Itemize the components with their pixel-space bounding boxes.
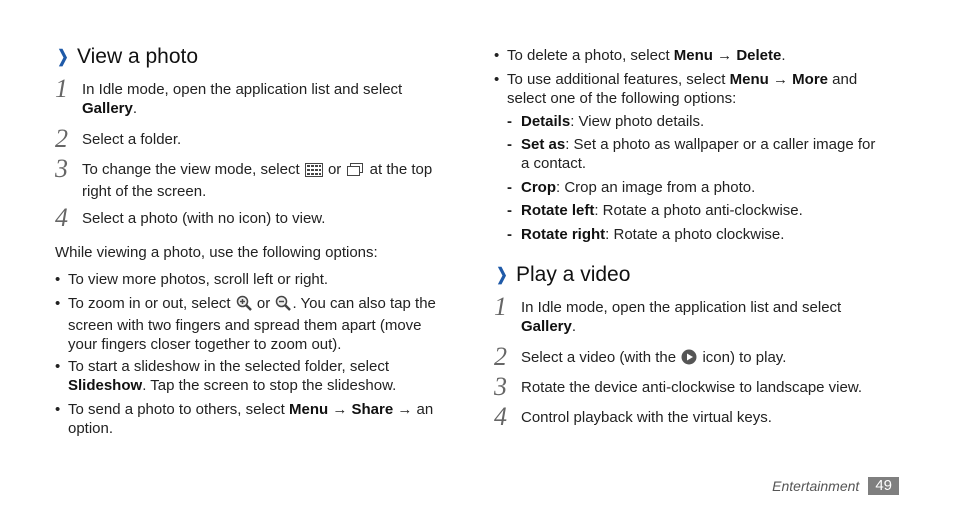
step-3: 3 Rotate the device anti-clockwise to landscape view. (494, 372, 863, 401)
section-name: Entertainment (772, 478, 860, 494)
bullet-item: • To send a photo to others, select Menu → Share → an option. (55, 401, 434, 437)
step-text: To change the view mode, select or at the top right of the screen. (82, 161, 433, 200)
step-number: 2 (494, 342, 507, 371)
option-details: - Details: View photo details. (507, 113, 705, 130)
chevron-right-icon: ❯ (496, 265, 508, 284)
step-number: 1 (55, 74, 68, 103)
play-video-heading (494, 263, 630, 287)
option-rotate-right: - Rotate right: Rotate a photo clockwise. (507, 226, 785, 243)
bullet-item: • To view more photos, scroll left or right. (55, 271, 329, 288)
bullet-marker: • (55, 358, 61, 375)
heading-text: Play a video (516, 263, 631, 286)
grid-view-icon (305, 163, 323, 182)
step-1: 1 In Idle mode, open the application list and select Gallery. (494, 292, 842, 335)
step-text: In Idle mode, open the application list and select Gallery. (82, 81, 403, 117)
play-icon (681, 349, 697, 370)
zoom-in-icon (236, 295, 252, 316)
stack-view-icon (346, 163, 364, 182)
page-footer (772, 477, 899, 495)
view-photo-heading (55, 45, 198, 69)
bullet-item: • To start a slideshow in the selected folder, select Slideshow. Tap the screen to stop the slideshow. (55, 358, 397, 394)
step-text: Select a photo (with no icon) to view. (82, 210, 326, 227)
option-set-as: - Set as: Set a photo as wallpaper or a caller image for a contact. (507, 136, 876, 172)
step-number: 3 (494, 372, 507, 401)
step-number: 4 (494, 402, 507, 431)
step-1 (55, 74, 450, 118)
bullet-marker: • (55, 295, 61, 312)
dash-marker: - (507, 226, 512, 243)
step-2: 2 Select a video (with the icon) to play. (494, 342, 787, 371)
step-number: 1 (494, 292, 507, 321)
step-4: 4 Control playback with the virtual keys. (494, 402, 772, 431)
bullet-item: • To use additional features, select Menu → More and select one of the following options: (494, 71, 858, 107)
bullet-item: • To zoom in or out, select or . You can also tap the screen with two fingers and spread them apart (move your fingers closer together to zoom out). (55, 295, 436, 353)
option-crop: - Crop: Crop an image from a photo. (507, 179, 756, 196)
dash-marker: - (507, 136, 512, 153)
bullet-marker: • (494, 71, 500, 88)
step-number: 4 (55, 203, 68, 232)
bullet-marker: • (55, 271, 61, 288)
page-number: 49 (868, 477, 899, 495)
dash-marker: - (507, 113, 512, 130)
options-intro: While viewing a photo, use the following options: (55, 244, 378, 261)
dash-marker: - (507, 179, 512, 196)
bullet-item: • To delete a photo, select Menu → Delete. (494, 47, 786, 64)
step-3 (55, 154, 450, 201)
step-number: 2 (55, 124, 68, 153)
chevron-right-icon: ❯ (57, 47, 69, 66)
zoom-out-icon (275, 295, 291, 316)
step-4 (55, 203, 450, 232)
heading-text: View a photo (77, 45, 199, 68)
option-rotate-left: - Rotate left: Rotate a photo anti-clockwise. (507, 202, 803, 219)
step-number: 3 (55, 154, 68, 183)
step-2 (55, 124, 450, 153)
dash-marker: - (507, 202, 512, 219)
bullet-marker: • (494, 47, 500, 64)
bullet-marker: • (55, 401, 61, 418)
step-text: Select a folder. (82, 131, 182, 148)
